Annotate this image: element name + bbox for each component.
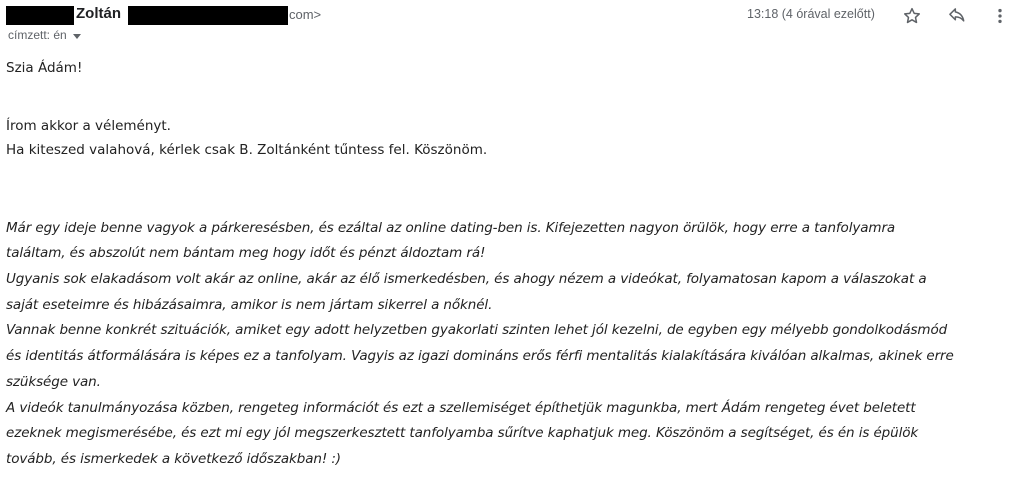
recipient-details-toggle[interactable] bbox=[8, 28, 81, 42]
redacted-sender-email bbox=[128, 6, 288, 25]
recipient-label: címzett: én bbox=[8, 28, 67, 42]
greeting: Szia Ádám! bbox=[6, 60, 83, 76]
reply-icon bbox=[947, 6, 967, 26]
sender-email: com> bbox=[289, 7, 322, 22]
sender-name[interactable]: Zoltán bbox=[76, 5, 121, 22]
review-line: találtam, és abszolút nem bántam meg hogy időt és pénzt áldoztam rá! bbox=[6, 245, 486, 261]
more-options-button[interactable] bbox=[988, 4, 1012, 28]
review-line: szüksége van. bbox=[6, 374, 101, 390]
review-line: A videók tanulmányozása közben, rengeteg információt és ezt a szellemiséget építhetjük magunkba, mert Ádám rengeteg évet beletett bbox=[6, 400, 916, 416]
review-line: Már egy ideje benne vagyok a párkeresésben, és ezáltal az online dating-ben is. Kifejezetten nagyon örülök, hogy erre a tanfolyamra bbox=[6, 220, 896, 236]
message-timestamp: 13:18 (4 órával ezelőtt) bbox=[747, 7, 875, 21]
review-line: tovább, és ismerkedek a következő időszakban! :) bbox=[6, 451, 341, 467]
intro-line: Ha kiteszed valahová, kérlek csak B. Zoltánként tűntess fel. Köszönöm. bbox=[6, 142, 488, 158]
caret-down-icon bbox=[73, 34, 81, 39]
review-line: saját eseteimre és hibázásaimra, amikor is nem jártam sikerrel a nőknél. bbox=[6, 297, 493, 313]
intro-line: Írom akkor a véleményt. bbox=[6, 118, 171, 134]
star-button[interactable] bbox=[900, 4, 924, 28]
redacted-sender-prefix bbox=[6, 6, 74, 25]
reply-button[interactable] bbox=[945, 4, 969, 28]
review-line: Ugyanis sok elakadásom volt akár az online, akár az élő ismerkedésben, és ahogy nézem a videókat, folyamatosan kapom a válaszokat a bbox=[6, 271, 927, 287]
star-icon bbox=[902, 6, 922, 26]
review-line: és identitás átformálására is képes ez a tanfolyam. Vagyis az igazi domináns erős férfi mentalitás kialakítására kiválóan alkalmas, akinek erre bbox=[6, 348, 954, 364]
more-vert-icon bbox=[990, 6, 1010, 26]
review-line: ezeknek megismerésébe, és ezt mi egy jól megszerkesztett tanfolyamba sűrítve kaphatjuk meg. Köszönöm a segítséget, és én is épülök bbox=[6, 425, 919, 441]
review-line: Vannak benne konkrét szituációk, amiket egy adott helyzetben gyakorlati szinten lehet jól kezelni, de egyben egy mélyebb gondolkodásmód bbox=[6, 322, 948, 338]
